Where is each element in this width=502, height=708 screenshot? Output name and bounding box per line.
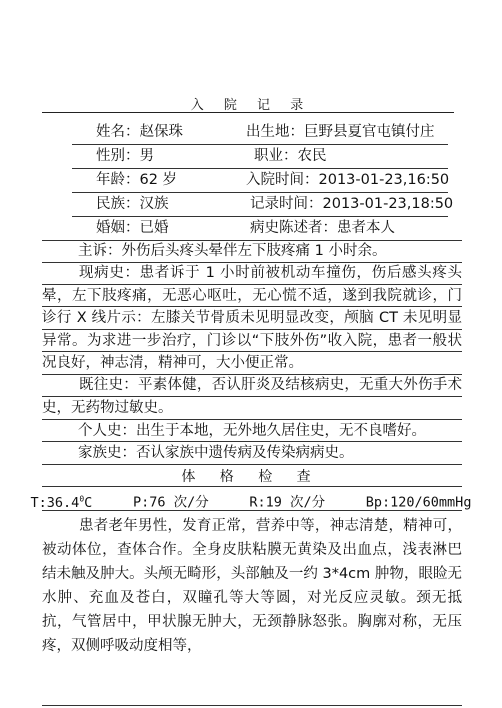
row-divider xyxy=(72,192,448,193)
present-illness: 现病史：患者诉于 1 小时前被机动车撞伤，伤后感头疼头晕，左下肢疼痛，无恶心呕吐，无心慌不适，遂到我院就诊，门诊行 X 线片示：左膝关节骨质未见明显改变，颅脑 CT 未见明显异常。为求进一步治疗，门诊以“下肢外伤”收入院，患者一般状况良好，神志清，精神可，大小便正常。 xyxy=(42,265,462,371)
pulse: P:76 次/分 xyxy=(132,494,209,511)
respiration: R:19 次/分 xyxy=(249,494,326,511)
row-divider xyxy=(42,351,462,352)
row-divider xyxy=(42,464,462,465)
row-divider xyxy=(42,705,462,706)
row-divider xyxy=(42,486,462,487)
patient-ethnicity: 民族：汉族 xyxy=(96,196,169,212)
row-divider xyxy=(72,168,448,169)
info-row-age xyxy=(0,170,502,190)
family-history: 家族史：否认家族中遗传病及传染病病史。 xyxy=(78,445,354,461)
patient-sex: 性别：男 xyxy=(96,148,154,164)
document-title: 入 院 记 录 xyxy=(190,98,312,113)
row-divider xyxy=(42,306,462,307)
temperature: T:36.4$^0$C xyxy=(30,494,93,511)
row-divider xyxy=(42,396,462,397)
row-divider xyxy=(72,216,448,217)
physical-exam-title: 体 格 检 查 xyxy=(181,469,321,485)
patient-age: 年龄：62 岁 xyxy=(96,172,178,188)
title-divider xyxy=(42,112,454,113)
personal-history: 个人史：出生于本地，无外地久居住史，无不良嗜好。 xyxy=(78,423,426,439)
past-history: 既往史：平素体健，否认肝炎及结核病史，无重大外伤手术史，无药物过敏史。 xyxy=(42,377,462,416)
row-divider xyxy=(42,441,462,442)
blood-pressure: Bp:120/60mmHg xyxy=(365,494,472,511)
patient-occupation: 职业：农民 xyxy=(254,148,327,164)
info-row-ethnicity xyxy=(0,194,502,214)
info-row-sex xyxy=(0,146,502,166)
patient-name: 姓名：赵保珠 xyxy=(96,124,183,140)
info-row-marital xyxy=(0,218,502,238)
row-divider xyxy=(42,419,462,420)
vital-signs xyxy=(0,489,502,513)
admission-time: 入院时间：2013-01-23,16:50 xyxy=(246,172,450,188)
row-divider xyxy=(42,284,462,285)
info-row-name xyxy=(0,122,502,142)
record-time: 记录时间：2013-01-23,18:50 xyxy=(250,196,454,212)
chief-complaint: 主诉：外伤后头疼头晕伴左下肢疼痛 1 小时余。 xyxy=(78,243,387,259)
birthplace: 出生地：巨野县夏官屯镇付庄 xyxy=(246,124,435,140)
history-informant: 病史陈述者：患者本人 xyxy=(250,220,395,236)
row-divider xyxy=(42,510,462,511)
marital-status: 婚姻：已婚 xyxy=(96,220,169,236)
row-divider xyxy=(42,329,462,330)
physical-exam-findings: 患者老年男性，发育正常，营养中等，神志清楚，精神可，被动体位，查体合作。全身皮肤粘膜无黄染及出血点，浅表淋巴结未触及肿大。头颅无畸形，头部触及一约 3*4cm 肿物，眼睑无水肿、充血及苍白，双瞳孔等大等圆，对光反应灵敏。颈无抵抗，气管居中，甲状腺无肿大，无颈静脉怒张。胸廓对称，无压疼，双侧呼吸动度相等， xyxy=(42,518,462,654)
row-divider xyxy=(72,144,448,145)
